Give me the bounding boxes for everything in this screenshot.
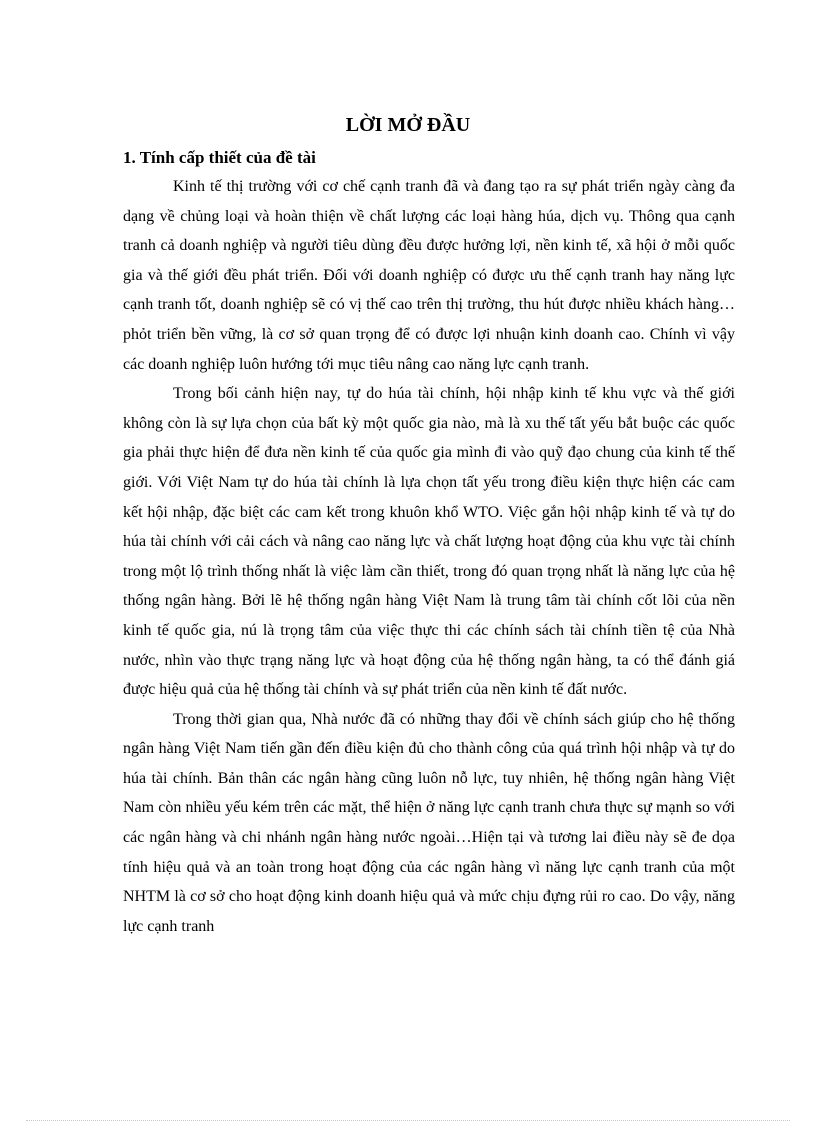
section-heading: 1. Tính cấp thiết của đề tài <box>123 148 316 167</box>
body-text <box>123 172 735 941</box>
paragraph-3: Trong thời gian qua, Nhà nước đã có những thay đổi về chính sách giúp cho hệ thống ngân hàng Việt Nam tiến gần đến điều kiện đủ cho thành công của quá trình hội nhập và tự do húa tài chính. Bản thân các ngân hàng cũng luôn nỗ lực, tuy nhiên, hệ thống ngân hàng Việt Nam còn nhiều yếu kém trên các mặt, thể hiện ở năng lực cạnh tranh chưa thực sự mạnh so với các ngân hàng và chi nhánh ngân hàng nước ngoài…Hiện tại và tương lai điều này sẽ đe dọa tính hiệu quả và an toàn trong hoạt động của các ngân hàng vì năng lực cạnh tranh của một NHTM là cơ sở cho hoạt động kinh doanh hiệu quả và mức chịu đựng rủi ro cao. Do vậy, năng lực cạnh tranh <box>123 710 735 935</box>
paragraph-1: Kinh tế thị trường với cơ chế cạnh tranh đã và đang tạo ra sự phát triển ngày càng đa dạng về chủng loại và hoàn thiện về chất lượng các loại hàng húa, dịch vụ. Thông qua cạnh tranh cả doanh nghiệp và người tiêu dùng đều được hưởng lợi, nền kinh tế, xã hội ở mỗi quốc gia và thế giới đều phát triển. Đối với doanh nghiệp có được ưu thế cạnh tranh hay năng lực cạnh tranh tốt, doanh nghiệp sẽ có vị thế cao trên thị trường, thu hút được nhiều khách hàng…phỏt triển bền vững, là cơ sở quan trọng để có được lợi nhuận kinh doanh cao. Chính vì vậy các doanh nghiệp luôn hướng tới mục tiêu nâng cao năng lực cạnh tranh. <box>123 178 735 373</box>
page-bottom-divider <box>26 1120 790 1121</box>
paragraph-2: Trong bối cảnh hiện nay, tự do húa tài chính, hội nhập kinh tế khu vực và thế giới không còn là sự lựa chọn của bất kỳ một quốc gia nào, mà là xu thế tất yếu bắt buộc các quốc gia phải thực hiện để đưa nền kinh tế của quốc gia mình đi vào quỹ đạo chung của kinh tế thế giới. Với Việt Nam tự do húa tài chính là lựa chọn tất yếu trong điều kiện thực hiện các cam kết hội nhập, đặc biệt các cam kết trong khuôn khổ WTO. Việc gắn hội nhập kinh tế và tự do húa tài chính với cải cách và nâng cao năng lực và chất lượng hoạt động của khu vực tài chính trong một lộ trình thống nhất là việc làm cần thiết, trong đó quan trọng nhất là năng lực của hệ thống ngân hàng. Bởi lẽ hệ thống ngân hàng Việt Nam là trung tâm tài chính cốt lõi của nền kinh tế quốc gia, nú là trọng tâm của việc thực thi các chính sách tài chính tiền tệ của Nhà nước, nhìn vào thực trạng năng lực và hoạt động của hệ thống ngân hàng, ta có thể đánh giá được hiệu quả của hệ thống tài chính và sự phát triển của nền kinh tế đất nước. <box>123 385 735 699</box>
page-title: LỜI MỞ ĐẦU <box>345 114 471 136</box>
